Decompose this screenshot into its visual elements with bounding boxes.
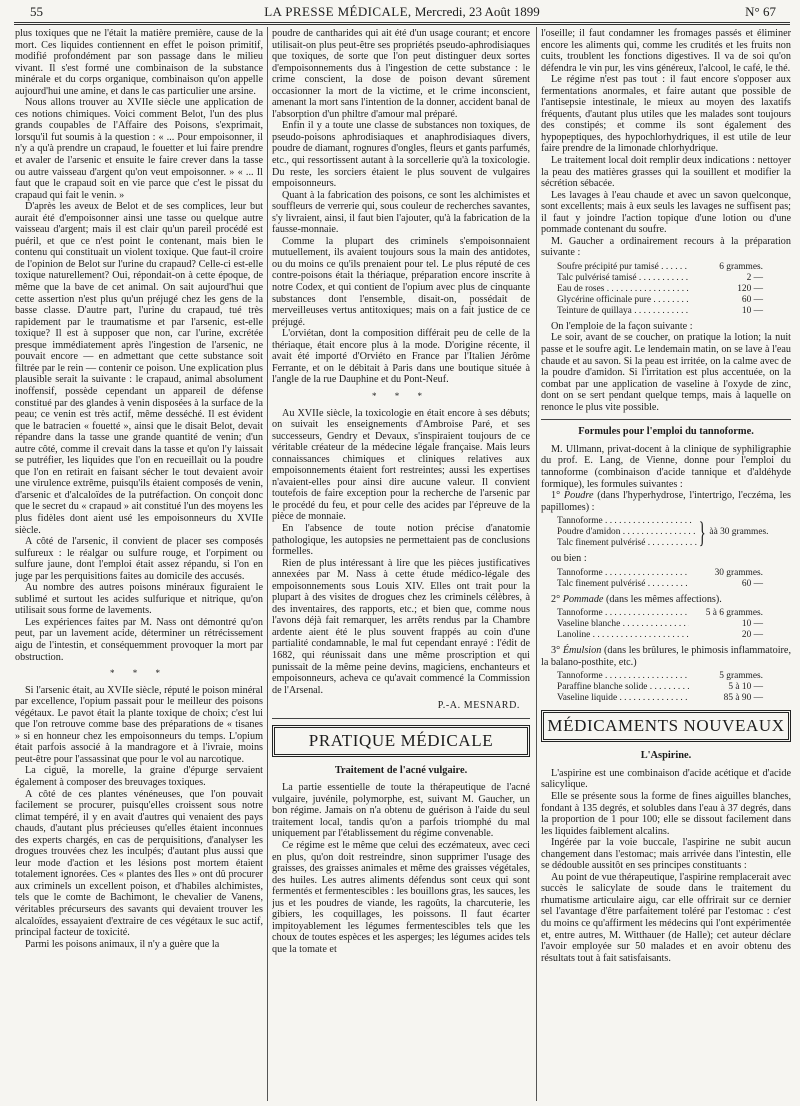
ingredient-quantity: 5 grammes. — [719, 671, 763, 682]
ingredient-name: Tannoforme . . . — [557, 516, 697, 527]
paragraph: plus toxiques que ne l'était la matière première, cause de la mort. Ces liquides contiennent en effet le poison primitif, modifié profondément par son passage dans le milieu vivant. Il s'est formé une combinaison de la substance minérale et du corps organique, combinaison qu'on appelle aujourd'hui une amine, et dans le cas particulier une arsine. — [15, 28, 263, 97]
section-rule — [272, 718, 530, 719]
ingredient-quantity: àà 30 grammes. — [709, 527, 769, 538]
brace-glyph: } — [698, 515, 706, 549]
formula-table — [557, 568, 763, 590]
paragraph: Au nombre des autres poisons minéraux figuraient le sublimé et surtout les acides sulfurique et nitrique, qu'on utilisait sous forme de lavements. — [15, 582, 263, 617]
header-rule — [14, 22, 790, 23]
header-rule-second — [14, 24, 790, 25]
issue-number: N° 67 — [745, 4, 776, 19]
section-heading: PRATIQUE MÉDICALE — [272, 725, 530, 757]
formula-heading — [541, 594, 791, 606]
formula-kind: Pommade — [562, 593, 604, 605]
formula-row — [557, 306, 763, 317]
formula-row — [557, 579, 763, 590]
paragraph: Quant à la fabrication des poisons, ce sont les alchimistes et souffleurs de verrerie qui, sous couleur de recherches savantes, s'y livraient, ainsi, il faut bien l'ajouter, qu'à la fabrication de la fausse-monnaie. — [272, 189, 530, 236]
ingredient-name: Talc pulvérisé tamisé . . . — [557, 273, 689, 284]
paragraph: Au point de vue thérapeutique, l'aspirine remplacerait avec succès le salicylate de soude dans le traitement du rhumatisme articulaire aigu, car elle offrirait sur ce dernier sel l'avantage d'être parfaitement toléré par l'estomac : c'est du moins ce qu'affirment les médecins qui l'ont expérimentée et, entre autres, M. Witthauer (de Halle); cet auteur déclare l'avoir employée sur 50 malades et en avoir obtenu des résultats tout à fait satisfaisants. — [541, 871, 791, 964]
formula-heading — [541, 645, 791, 668]
formula-row — [557, 284, 763, 295]
formula-indication: (dans l'hyperhydrose, l'intertrigo, l'eczéma, les papillomes) : — [541, 490, 791, 513]
ingredient-name: Vaseline blanche . . . — [557, 619, 689, 630]
ingredient-name: Talc finement pulvérisé . . . — [557, 579, 689, 590]
ingredient-quantity: 10 — — [741, 305, 763, 316]
paragraph: Nous allons trouver au XVIIe siècle une application de ces notions chimiques. Voici comment Belot, l'un des plus grands coupables de l'Affaire des Poisons, s'exprimait, lorsqu'il fut soumis à la question : « ... Pour empoisonner, il n'y a qu'à prendre un crapaud, le fouetter et lui faire prendre et avaler de l'arsenic et ensuite le faire crever dans la tasse ou autre vaisseau d'argent qu'on veut empoisonner. » « ... Il faut que le crapaud soit en vie parce que c'est le pissat du crapaud qui fait le venin. » — [15, 97, 263, 201]
paragraph: La ciguë, la morelle, la graine d'épurge servaient également à composer des breuvages toxiques. — [15, 765, 263, 788]
column-3 — [541, 28, 791, 1102]
paragraph: M. Gaucher a ordinairement recours à la préparation suivante : — [541, 235, 791, 259]
formula-group — [557, 516, 791, 549]
paragraph: Parmi les poisons animaux, il n'y a guère que la — [25, 938, 220, 950]
ingredient-name: Talc finement pulvérisé . . . — [557, 538, 697, 549]
formula-table — [557, 671, 763, 704]
formula-row — [557, 273, 763, 284]
paragraph: L'aspirine est une combinaison d'acide acétique et d'acide salicylique. — [541, 767, 791, 791]
ingredient-name: Lanoline . . . — [557, 630, 689, 641]
column-divider — [267, 27, 268, 1101]
ingredient-quantity: 60 — — [741, 294, 763, 305]
ingredient-quantity: 85 à 90 — — [723, 693, 763, 704]
preparation-table — [557, 262, 763, 317]
ingredient-name: Glycérine officinale pure . . . — [557, 295, 689, 306]
page-number: 55 — [30, 4, 43, 19]
paragraph: Rien de plus intéressant à lire que les pièces justificatives annexées par M. Nass à cette étude médico-légale des empoisonnements sous Louis XIV. Elles ont trait pour la plupart à des visites de drogues chez les criminels célèbres, à des inventaires, des rapports, etc.; et bien que, comme nous l'avons déjà fait remarquer, les arrêts rendus par la Chambre ardente aient été le plus souvent frappés au coin d'une partialité condamnable, le mal fut cependant enrayé : l'édit de 1682, qui réunissait dans une même proscription et qui punissait de la même peine devins, magiciens, enchanteurs et empoisonneurs, acheva ce qu'avait commencé la Commission de l'Arsenal. — [272, 557, 530, 696]
formula-heading — [541, 490, 791, 513]
ingredient-name: Tannoforme . . . — [557, 671, 689, 682]
paragraph: A côté de l'arsenic, il convient de placer ses composés sulfureux : le réalgar ou sulfure rouge, et l'orpiment ou sulfure jaune, dont l'emploi était assez répandu, si l'on en juge par les perquisitions faites au domicile des accusés. — [15, 536, 263, 582]
paragraph: D'après les aveux de Belot et de ses complices, leur but aurait été d'empoisonner ainsi une tasse ou quelque autre vaisseau d'argent; mais il est clair qu'un pareil procédé est puéril, et que ce n'est point le contenant, mais bien le contenu qui constituait un violent toxique. Que faut-il croire de l'opinion de Belot sur l'urine du crapaud? Celle-ci est-elle toxique naturellement? Oui, répondait-on à cette époque, de même que la bave de cet animal. On sait aujourd'hui que cette assertion n'est plus qu'un préjugé chez les gens de la basse classe. D'autre part, l'urine du crapaud, tué très rapidement par le traumatisme et par l'arsenic, est-elle toxique? Il est à supposer que non, car l'urine, excrétée presque immédiatement après l'ingestion de l'arsenic, ne pouvait encore — en admettant que cette substance soit filtrée par le rein — contenir ce poison. Une explication plus plausible serait la suivante : le crapaud, animal absolument inoffensif, possède cependant un appareil de défense constitué par des glandes à venin disposées à la surface de la peau; ce venin est très actif, même desséché. Il est évident que le batracien « fouetté », ainsi que le disait Belot, devait répandre dans la tasse une grande quantité de venin; d'un autre côté, comme il crevait dans la tasse et qu'on l'y laissait se putréfier, les liquides que l'on en recueillait ou la poudre que l'on en retirait en faisant sécher le tout devaient avoir une virulence extrême, puisqu'ils étaient composés de venin, d'arsenic et d'alcaloïdes de la putréfaction. On conçoit donc que le secret du « crapaud » ait constitué l'un des moyens les plus fidèles dont aient usé les empoisonneurs du XVIIe siècle. — [15, 201, 263, 536]
formula-row — [557, 295, 763, 306]
paragraph: Le régime n'est pas tout : il faut encore s'opposer aux fermentations anormales, et faire autant que possible de l'antisepsie intestinale, le mieux au moyen des laxatifs fréquents, d'autant plus utiles que les malades sont toujours des constipés; et comme ils sont également des hypopeptiques, des hypochlorhydriques, il est utile de leur faire prendre de la limonade chlorhydrique. — [541, 74, 791, 155]
paragraph: Ingérée par la voie buccale, l'aspirine ne subit aucun changement dans l'estomac; mais arrivée dans l'intestin, elle se dédouble aussitôt en ses principes constituants : — [541, 837, 791, 872]
paragraph: Les expériences faites par M. Nass ont démontré qu'on peut, par un lavement acide, déterminer un rétrécissement aigu de l'intestin, et conséquemment provoquer la mort par obstruction. — [15, 616, 263, 663]
column-1 — [15, 28, 263, 1102]
ingredient-quantity: 20 — — [741, 630, 763, 641]
paragraph: Les lavages à l'eau chaude et avec un savon quelconque, sont excellents; mais à eux seuls les lavages ne suffisent pas; il faut y joindre l'action topique d'une lotion ou d'une pommade contenant du soufre. — [541, 189, 791, 236]
formula-indication: (dans les brûlures, le phimosis inflammatoire, la balano-posthite, etc.) — [541, 645, 791, 668]
paragraph: Comme la plupart des criminels s'empoisonnaient mutuellement, ils avaient toujours sous la main des antidotes, ou du moins ce qu'ils prenaient pour tel. Le plus réputé de ces contre-poisons était la thériaque, préparation encore inscrite à notre Codex, et qui contient de l'opium avec plus de cinquante substances dont l'ensemble, disait-on, possédait de merveilleuses vertus antitoxiques; mais on a fait justice de ce préjugé. — [272, 235, 530, 328]
formula-number: 3° — [551, 645, 563, 657]
formula-row — [557, 630, 763, 641]
author-signature: P.-A. MESNARD. — [437, 700, 520, 712]
paragraph: ou bien : — [551, 553, 587, 565]
paragraph: l'oseille; il faut condamner les fromages passés et éliminer encore les aliments qui, comme les crudités et les fruits non cuits, troublent les fonctions digestives. Il va de soi qu'on défendra le vin pur, les vins généreux, l'alcool, le café, le thé. — [541, 28, 791, 74]
column-divider — [536, 27, 537, 1101]
paragraph: poudre de cantharides qui ait été d'un usage courant; et encore utilisait-on plus peut-être ses propriétés pseudo-aphrodisiaques que toxiques, de sorte que l'on peut distinguer deux sortes d'empoisonnements dus à l'ingestion de cette substance : le crime conscient, la dose de poison devant sûrement occasionner la mort de la victime, et le crime inconscient, amenant la mort sans l'intention de la donner, accident banal de l'absorption d'un philtre d'amour mal préparé. — [272, 28, 530, 120]
formula-number: 2° — [551, 593, 563, 605]
paragraph: La partie essentielle de toute la thérapeutique de l'acné vulgaire, juvénile, polymorphe, est, suivant M. Gaucher, un bon régime. Jamais on n'a obtenu de guérison à l'aide du seul traitement local, tandis qu'on a parfois triomphé du mal uniquement par l'établissement du régime convenable. — [272, 782, 530, 840]
ingredient-name: Tannoforme . . . — [557, 608, 689, 619]
ingredient-quantity: 5 à 6 grammes. — [705, 608, 763, 619]
paragraph: Le traitement local doit remplir deux indications : nettoyer la peau des matières grasses qui la souillent et modifier la sécrétion sébacée. — [541, 155, 791, 190]
formula-row — [557, 568, 763, 579]
ingredient-name: Paraffine blanche solide . . . — [557, 682, 689, 693]
formula-table — [557, 608, 763, 641]
paragraph: En l'absence de toute notion précise d'anatomie pathologique, les autopsies ne permettaient pas de conclusions formelles. — [272, 522, 530, 558]
formula-row — [557, 619, 763, 630]
ingredient-quantity: 6 grammes. — [719, 261, 763, 272]
paragraph: Le soir, avant de se coucher, on pratique la lotion; la nuit passe et le soufre agit. Le lendemain matin, on se lave à l'eau chaude et au savon. Si la peau est irritée, on la calme avec de la poudre d'amidon. Si l'irritation est plus accentuée, on la combat par une application de vaseline à l'oxyde de zinc, dont on se sert pendant quelque temps, mais à laquelle on renonce le plus vite possible. — [541, 332, 791, 413]
section-rule — [541, 419, 791, 420]
ingredient-name: Vaseline liquide . . . — [557, 693, 689, 704]
paragraph: Enfin il y a toute une classe de substances non toxiques, de pseudo-poisons aphrodisiaques et anaphrodisiaques divers, poudre de diamant, rognures d'ongles, fleurs et gants parfumés, etc., qui ressortissent autant à la sorcellerie qu'à la toxicologie. Du reste, les sorciers étaient le plus souvent de vulgaires empoisonneurs. — [272, 120, 530, 190]
section-separator: * * * — [110, 668, 168, 679]
ingredient-quantity: 120 — — [737, 283, 763, 294]
ingredient-quantity: 5 à 10 — — [728, 682, 763, 693]
ingredient-name: Teinture de quillaya . . . — [557, 306, 689, 317]
article-title: Traitement de l'acné vulgaire. — [334, 764, 468, 776]
journal-name: LA PRESSE MÉDICALE, — [264, 4, 412, 19]
ingredient-name: Soufre précipité pur tamisé . . . — [557, 262, 689, 273]
paragraph: M. Ullmann, privat-docent à la clinique de syphiligraphie du prof. E. Lang, de Vienne, donne pour l'emploi du tannoforme (combinaison d'acide tannique et d'aldéhyde formique), les formules suivantes : — [541, 443, 791, 490]
issue-date: Mercredi, 23 Août 1899 — [411, 4, 540, 19]
paragraph: On l'emploie de la façon suivante : — [551, 320, 693, 332]
ingredient-name: Tannoforme . . . — [557, 568, 689, 579]
ingredient-quantity: 10 — — [741, 619, 763, 630]
masthead-title — [14, 3, 790, 21]
section-heading: MÉDICAMENTS NOUVEAUX — [541, 710, 791, 742]
section-separator: * * * — [372, 390, 430, 401]
formula-number: 1° — [551, 490, 564, 502]
paragraph: Au XVIIe siècle, la toxicologie en était encore à ses débuts; on suivait les enseignements d'Ambroise Paré, et ses successeurs, Gendry et Devaux, s'inspiraient toujours de ce véritable créateur de la médecine légale française. Mais leurs connaissances chimiques et cliniques relatives aux empoisonnements étaient fort restreintes; aussi les expertises n'avaient-elles pour ainsi dire aucune valeur. Il convient toutefois de faire exception pour la recherche de l'arsenic par le procédé du feu, et pour celle des acides par l'épreuve de la pièce de monnaie. — [272, 407, 530, 523]
formula-indication: (dans les mêmes affections). — [603, 593, 722, 605]
column-2 — [272, 28, 530, 1102]
page-header — [14, 3, 790, 21]
paragraph: A côté de ces plantes vénéneuses, que l'on pouvait facilement se procurer, puisqu'elles croissent sous notre climat tempéré, il y en avait d'autres qui venaient des pays chauds, d'autant plus précieuses qu'elles étaient inconnues des experts chargés, en cas de perquisitions, d'analyser les drogues trouvées chez les inculpés; d'autant plus aussi que leur mode d'action et les lésions post mortem étaient totalement ignorées. Ces « plantes des Iles » ont dû procurer aux criminels un excellent poison, et d'habiles alchimistes, tels que le comte de Bachimont, le chevalier de Vanens, véritables précurseurs des savants qui devaient trouver les alcaloïdes, essayaient d'extraire de ces végétaux le suc actif, principal facteur de toxicité. — [15, 788, 263, 939]
paragraph: Elle se présente sous la forme de fines aiguilles blanches, fondant à 135 degrés, et solubles dans l'eau à 37 degrés, dans la proportion de 1 pour 100; elle se dissout facilement dans les liquides faiblement alcalins. — [541, 790, 791, 837]
article-title: L'Aspirine. — [640, 750, 692, 762]
formula-row — [557, 262, 763, 273]
ingredient-quantity: 60 — — [741, 578, 763, 589]
paragraph: Si l'arsenic était, au XVIIe siècle, réputé le poison minéral par excellence, l'opium passait pour le meilleur des poisons végétaux. Le pavot était la plante toxique de choix; c'est lui que l'on retrouve comme base des préparations de « tisanes » si en honneur chez les empoisonneurs du temps. L'opium était parfois associé à la mandragore et à l'ivraie, moins peut-être pour l'assassinat que pour le vol au narcotique. — [15, 684, 263, 765]
article-title: Formules pour l'emploi du tannoforme. — [578, 426, 754, 438]
formula-row — [557, 671, 763, 682]
paragraph: L'orviétan, dont la composition différait peu de celle de la thériaque, était encore plus à la mode. D'origine récente, il avait été importé d'Orviéto en France par l'Italien Jérôme Ferrante, et on le débitait à Paris dans une boutique située à l'angle de la rue Dauphine et du Pont-Neuf. — [272, 328, 530, 386]
ingredient-list — [557, 516, 697, 549]
ingredient-quantity: 30 grammes. — [714, 567, 763, 578]
formula-row — [557, 693, 763, 704]
ingredient-quantity: 2 — — [746, 272, 763, 283]
ingredient-name: Eau de roses . . . — [557, 284, 689, 295]
formula-kind: Poudre — [563, 490, 594, 502]
formula-row — [557, 608, 763, 619]
formula-row — [557, 682, 763, 693]
ingredient-name: Poudre d'amidon . . . — [557, 527, 697, 538]
formula-kind: Émulsion — [562, 645, 602, 657]
paragraph: Ce régime est le même que celui des eczémateux, avec ceci en plus, qu'on doit restreindre, sinon supprimer l'usage des graisses, des graisses animales et même des graisses végétales, des huiles. Les autres aliments défendus sont ceux qui sont fermentés et fermentescibles : les bouillons gras, les sauces, les jus et les poudres de viande, les ragoûts, la charcuterie, les gibiers, les coquillages, les poissons. Il faut écarter impitoyablement les légumes fermentescibles tels que les choux de toutes espèces et les asperges; les légumes acides tels que la tomate et — [272, 840, 530, 955]
